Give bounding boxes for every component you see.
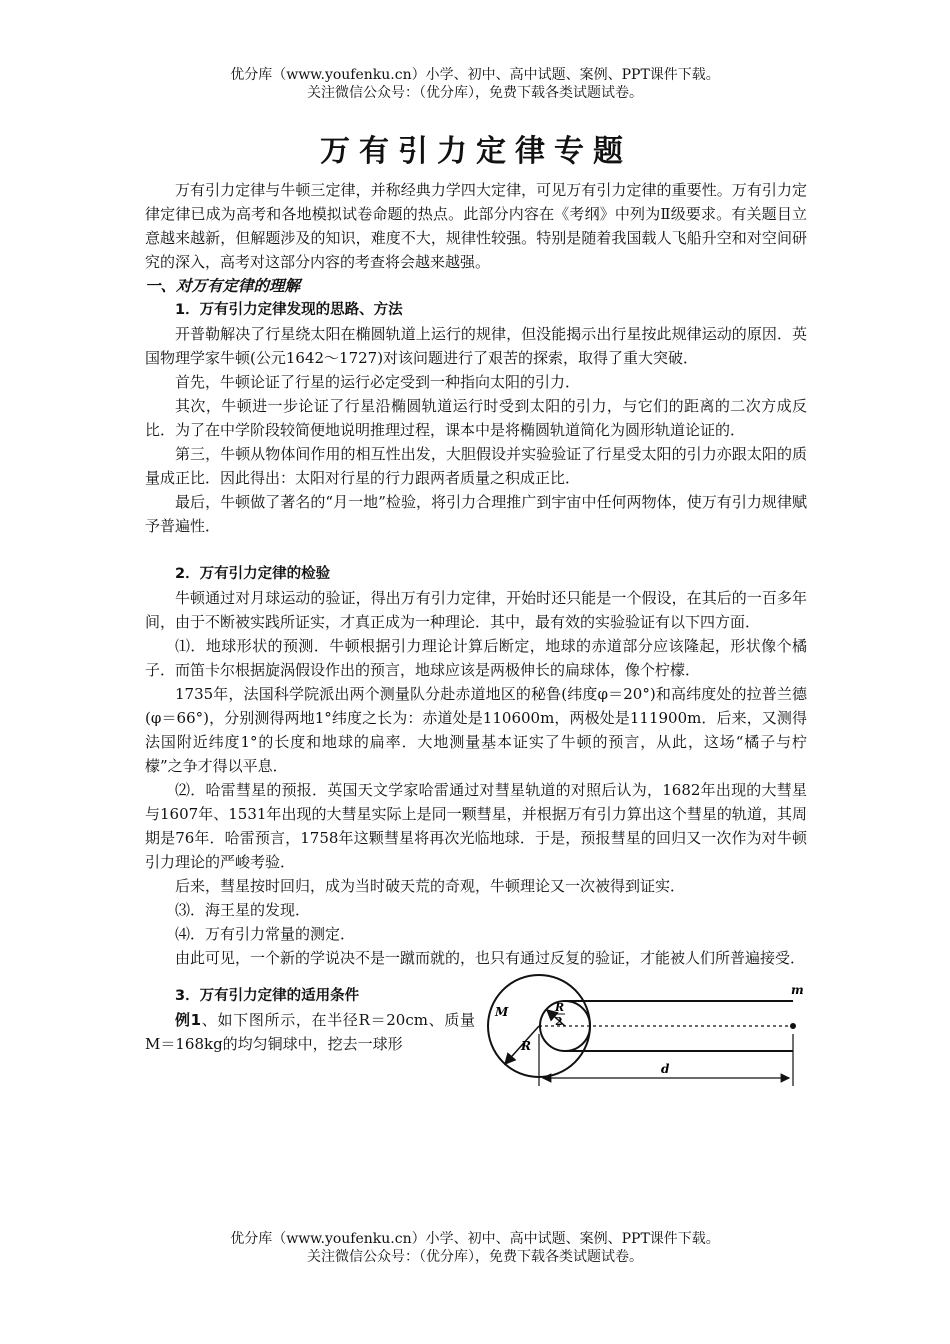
example-block bbox=[145, 984, 807, 1080]
sub2-paragraph-5: 后来，彗星按时回归，成为当时破天荒的奇观，牛顿理论又一次被得到证实． bbox=[175, 877, 686, 895]
subsection-1-heading: 1．万有引力定律发现的思路、方法 bbox=[175, 302, 403, 318]
intro-paragraph: 万有引力定律与牛顿三定律，并称经典力学四大定律，可见万有引力定律的重要性。万有引力定律定律已成为高考和各地模拟试卷命题的热点。此部分内容在《考纲》中列为Ⅱ级要求。有关题目立意越来越新，但解题涉及的知识，难度不大，规律性较强。特别是随着我国载人飞船升空和对空间研究的深入，高考对这部分内容的考查将会越来越强。 bbox=[145, 181, 807, 271]
sub1-paragraph-4: 第三，牛顿从物体间作用的相互性出发，大胆假设并实验验证了行星受太阳的引力亦跟太阳的质量成正比．因此得出：太阳对行星的行力跟两者质量之积成正比． bbox=[145, 445, 807, 487]
sub2-paragraph-1: 牛顿通过对月球运动的验证，得出万有引力定律，开始时还只能是一个假设，在其后的一百多年间，由于不断被实践所证实，才真正成为一种理论．其中，最有效的实验验证有以下四方面． bbox=[145, 589, 807, 631]
example-label: 例1 bbox=[175, 1011, 202, 1029]
label-d: d bbox=[661, 1062, 670, 1076]
page-header bbox=[0, 66, 950, 102]
header-line-1: 优分库（www.youfenku.cn）小学、初中、高中试题、案例、PPT课件下载。 bbox=[230, 67, 720, 83]
header-line-2: 关注微信公众号：（优分库），免费下载各类试题试卷。 bbox=[307, 85, 643, 101]
sub2-paragraph-6: ⑶．海王星的发现． bbox=[175, 901, 311, 919]
copper-sphere-figure bbox=[485, 974, 805, 1090]
footer-line-1: 优分库（www.youfenku.cn）小学、初中、高中试题、案例、PPT课件下载。 bbox=[230, 1231, 720, 1247]
subsection-3-heading: 3．万有引力定律的适用条件 bbox=[175, 988, 360, 1004]
section-1-heading: 一、对万有定律的理解 bbox=[145, 276, 301, 295]
sub2-paragraph-2: ⑴．地球形状的预测．牛顿根据引力理论计算后断定，地球的赤道部分应该隆起，形状像个橘子．而笛卡尔根据旋涡假设作出的预言，地球应该是两极伸长的扁球体，像个柠檬． bbox=[145, 637, 807, 679]
label-R2-denominator: 2 bbox=[555, 1015, 563, 1028]
label-m: m bbox=[791, 983, 804, 997]
example-1-text: 、如下图所示，在半径R＝20cm、质量M＝168kg的均匀铜球中，挖去一球形 bbox=[145, 1011, 475, 1053]
sub1-paragraph-1: 开普勒解决了行星绕太阳在椭圆轨道上运行的规律，但没能揭示出行星按此规律运动的原因．英国物理学家牛顿(公元1642～1727)对该问题进行了艰苦的探索，取得了重大突破． bbox=[145, 325, 807, 367]
example-text-column bbox=[145, 984, 475, 1056]
sub2-paragraph-4: ⑵．哈雷彗星的预报．英国天文学家哈雷通过对彗星轨道的对照后认为，1682年出现的大彗星与1607年、1531年出现的大彗星实际上是同一颗彗星，并根据万有引力算出这个彗星的轨道，其周期是76年．哈雷预言，1758年这颗彗星将再次光临地球．于是，预报彗星的回归又一次作为对牛顿引力理论的严峻考验． bbox=[145, 781, 807, 871]
document-body bbox=[145, 128, 807, 1080]
label-R: R bbox=[521, 1039, 531, 1053]
page-footer bbox=[0, 1230, 950, 1266]
sub2-paragraph-8: 由此可见，一个新的学说决不是一蹴而就的，也只有通过反复的验证，才能被人们所普遍接受． bbox=[175, 949, 806, 967]
sub1-paragraph-5: 最后，牛顿做了著名的“月一地”检验，将引力合理推广到宇宙中任何两物体，使万有引力规律赋予普遍性． bbox=[145, 493, 807, 535]
spacer bbox=[145, 538, 807, 562]
sub2-paragraph-3: 1735年，法国科学院派出两个测量队分赴赤道地区的秘鲁(纬度φ＝20°)和高纬度处的拉普兰德(φ＝66°)，分别测得两地1°纬度之长为：赤道处是110600m，两极处是111900m．后来，又测得法国附近纬度1°的长度和地球的扁率．大地测量基本证实了牛顿的预言，从此，这场“橘子与柠檬”之争才得以平息． bbox=[145, 685, 807, 775]
sub1-paragraph-2: 首先，牛顿论证了行星的运行必定受到一种指向太阳的引力． bbox=[175, 373, 581, 391]
sub1-paragraph-3: 其次，牛顿进一步论证了行星沿椭圆轨道运行时受到太阳的引力，与它们的距离的二次方成反比．为了在中学阶段较简便地说明推理过程，课本中是将椭圆轨道简化为圆形轨道论证的． bbox=[145, 397, 807, 439]
point-mass-m bbox=[790, 1023, 796, 1029]
label-R2-numerator: R bbox=[555, 1001, 565, 1014]
example-1-paragraph bbox=[145, 1008, 475, 1056]
document-title: 万有引力定律专题 bbox=[320, 134, 632, 169]
label-M: M bbox=[495, 1005, 509, 1019]
footer-line-2: 关注微信公众号：（优分库），免费下载各类试题试卷。 bbox=[307, 1249, 643, 1265]
sub2-paragraph-7: ⑷．万有引力常量的测定． bbox=[175, 925, 356, 943]
subsection-2-heading: 2．万有引力定律的检验 bbox=[175, 566, 331, 582]
